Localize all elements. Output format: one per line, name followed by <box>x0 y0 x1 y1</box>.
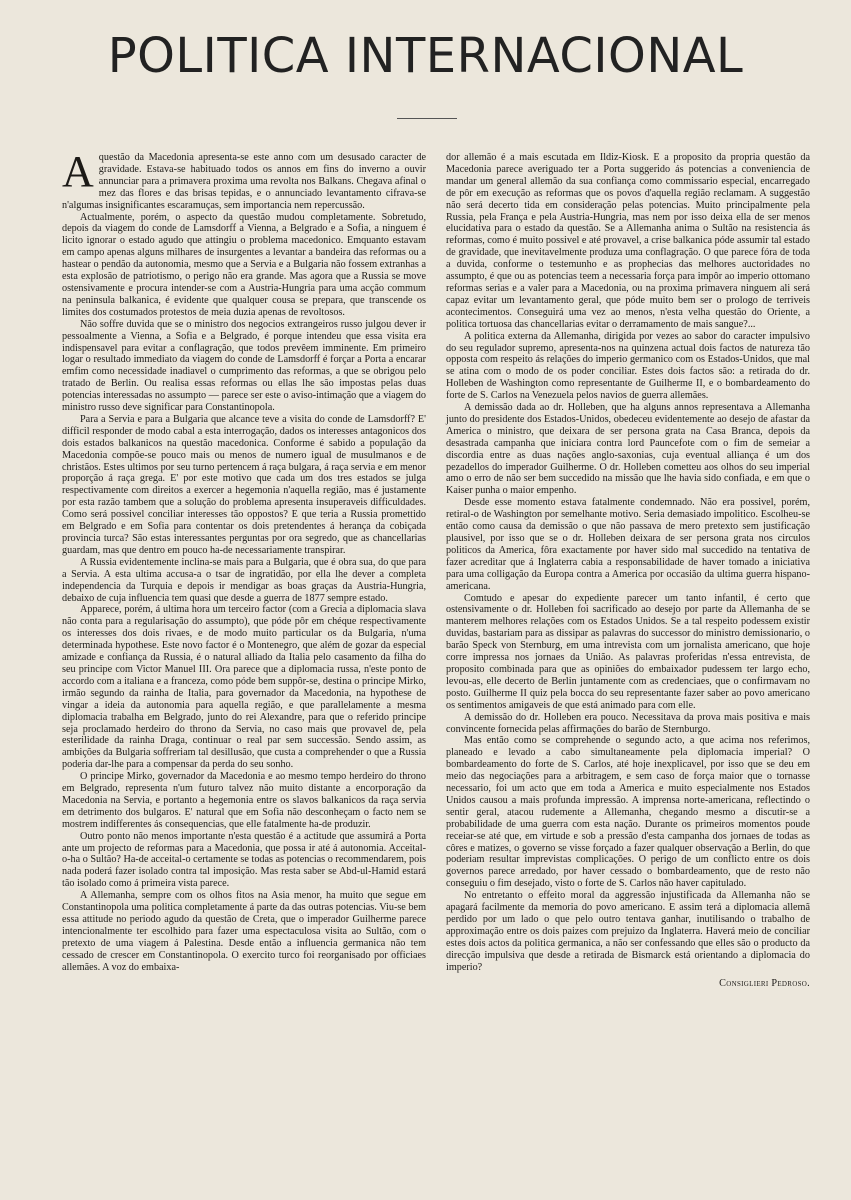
paragraph: A demissão do dr. Holleben era pouco. Necessitava da prova mais positiva e mais convincente fornecida pelas affirmações do barão de Sternburgo. <box>446 711 810 735</box>
paragraph: No entretanto o effeito moral da aggressão injustificada da Allemanha não se apagará facilmente da memoria do povo americano. E assim terá a diplomacia allemã perdido por um lado o que pelo outro tentava ganhar, inutilisando o trabalho de approximação entre os dois paizes com prejuizo da Inglaterra. Haverá meio de conciliar estes dois actos da politica germanica, a não ser confessando que elles são o producto da direcção impulsiva que desde a retirada de Bismarck está orientando a diplomacia do imperio? <box>446 890 810 973</box>
paragraph: dor allemão é a mais escutada em Ildiz-Kiosk. E a proposito da propria questão da Macedonia parece averiguado ter a Porta suggerido ás potencias a conveniencia de mandar um general allemão da sua confiança como commissario especial, encarregado de pôr em execução as reformas que os povos d'aquella região reclamam. A suggestão não será decerto tida em consideração pelas potencias. Muito principalmente pela Russia, pela França e pela Austria-Hungria, mas nem por isso deixa ella de ser menos elucidativa para o estado da questão. Se a Allemanha anima o Sultão na resistencia ás reformas, como é muito possivel e até provavel, a crise balkanica póde assumir tal estado de gravidade, que inevitavelmente produza uma conflagração. O que parece fóra de toda a duvida, conforme o testemunho e as prophecias das melhores auctoridades no assumpto, é que ou as potencias teem a necessaria força para impôr ao imperio ottomano reformas serias e a valer para a Macedonia, ou na proxima primavera ninguem ali será capaz evitar um levantamento geral, que póde muito bem ser o prologo de terriveis acontecimentos. Conseguirá uma vez ao menos, n'esta velha questão do Oriente, a politica tortuosa das chancellarias evitar o derramamento de mais sangue?... <box>446 152 810 330</box>
page-title: POLITICA INTERNACIONAL <box>107 28 744 84</box>
paragraph: A Allemanha, sempre com os olhos fitos na Asia menor, ha muito que segue em Constantinopola uma politica completamente á parte da das outras potencias. Viu-se bem essa attitude no periodo agudo da questão de Creta, que o imperador Guilherme parece intencionalmente ter escolhido para fazer uma espectaculosa visita ao Sultão, com o pretexto de uma viagem á Palestina. Desde então a influencia germanica não tem cessado de crescer em Constantinopola. O exercito turco foi reorganisado por officiaes allemães. A voz do embaixa- <box>62 890 426 973</box>
paragraph: A politica externa da Allemanha, dirigida por vezes ao sabor do caracter impulsivo do seu regulador supremo, apresenta-nos na quinzena actual dois factos de natureza tão opposta com respeito ás relações do imperio germanico com os Estados-Unidos, que mal se atina com o modo de os poder conciliar. Estes dois factos são: a retirada do dr. Holleben de Washington como representante de Guilherme II, e o bombardeamento do forte de S. Carlos na Venezuela pelos navios de guerra allemães. <box>446 330 810 402</box>
paragraph: Outro ponto não menos importante n'esta questão é a actitude que assumirá a Porta ante um projecto de reformas para a Macedonia, que possa ir até á autonomia. Acceital-o-ha o Sultão? Ha-de acceital-o certamente se todas as potencias o recommendarem, pois nada poderá fazer isolado contra tal imposição. Mas resta saber se Abd-ul-Hamid estará tão isolado como á primeira vista parece. <box>62 830 426 890</box>
right-column <box>446 152 810 989</box>
paragraph: O principe Mirko, governador da Macedonia e ao mesmo tempo herdeiro do throno em Belgrado, representa n'um futuro talvez não muito distante a encorporação da Macedonia na Servia, e portanto a hegemonia entre os slavos balkanicos da raça servia em detrimento dos bulgaros. E' natural que em Sofia não desconheçam o facto nem se mostrem indifferentes ás consequencias, que elle fatalmente ha-de produzir. <box>62 771 426 830</box>
paragraph: Comtudo e apesar do expediente parecer um tanto infantil, é certo que ostensivamente o dr. Holleben foi sacrificado ao desejo por parte da Allemanha de se manterem melhores relações com os Estados Unidos. Se a tal respeito podessem existir duvidas, bastariam para as dissipar as palavras do successor do ministro demissionario, o barão Speck von Sternburg, em uma intrevista com um jornalista americano, que hoje corre impressa nos jornaes da União. As palavras proferidas n'essa entrevista, de proposito combinada para que as opiniões do embaixador pudessem ter largo echo, levou-as, elle decerto de Berlin juntamente com as credenciaes, que o confirmavam no posto. Guilherme II quiz pela bocca do seu representante fazer saber ao povo americano os sentimentos amigaveis de que está animado para com elle. <box>446 592 810 711</box>
paragraph: Não soffre duvida que se o ministro dos negocios extrangeiros russo julgou dever ir pessoalmente a Vienna, a Sofia e a Belgrado, é porque intendeu que essa visita era indispensavel para evitar a conflagração, que todos prevêem imminente. Em primeiro logar o resultado immediato da viagem do conde de Lamsdorff é forçar a Porta a encarar emfim como necessidade inadiavel o cumprimento das reformas, a que se obrigou pelo tratado de Berlin. Ou realisa essas reformas ou ellas lhe são impostas pelas duas potencias interessadas no assumpto — parece ser este o aviso-intimação que a viagem do ministro russo deve significar para Constantinopola. <box>62 318 426 414</box>
paragraph <box>62 147 426 212</box>
paragraph: Desde esse momento estava fatalmente condemnado. Não era possivel, porém, retiral-o de Washington por semelhante motivo. Seria demasiado impolitico. Escolheu-se então como causa da demissão o que não passava de mero pretexto sem justificação plausivel, por isso que se o dr. Holleben deixara de ser persona grata nos circulos politicos da America, fôra exactamente por haver sido mal succedido na tentativa de fazer acreditar que á Inglaterra cabia a responsabilidade de haver tomado a iniciativa para uma colligação da Europa contra a America por occasião da ultima guerra hispano-americana. <box>446 497 810 592</box>
paragraph: Para a Servia e para a Bulgaria que alcance teve a visita do conde de Lamsdorff? E' difficil responder de modo cabal a esta interrogação, dados os interesses antagonicos dos dois estados balkanicos na questão macedonica. Conforme é sabido a população da Macedonia compõe-se pouco mais ou menos de numero igual de musulmanos e de christãos. Estes ultimos por seu turno pertencem á raça bulgara, á raça servia e em menor proporção á raça grega. E' por este motivo que cada um dos tres estados se julga respectivamente com direitos a exercer a hegemonia n'aquella região, mas é justamente por esta razão tambem que a solução do problema apresenta insuperaveis difficuldades. Como será possivel conciliar interesses tão oppostos? E que teria a Russia promettido em Belgrado e em Sofia para contentar os dois pretendentes á herança da cobiçada provincia turca? São estas interessantes perguntas por ora segredo, que as chancellarias guardam, mas que dentro em pouco ha-de necessariamente transpirar. <box>62 413 426 556</box>
left-column <box>62 147 426 974</box>
drop-cap: A <box>62 147 94 196</box>
paragraph: A Russia evidentemente inclina-se mais para a Bulgaria, que é obra sua, do que para a Servia. A esta ultima accusa-a o tsar de ingratidão, por ella lhe dever a completa independencia da Turquia e depois ir mendigar as boas graças da Austria-Hungria, debaixo de cuja influencia tem quasi que desde a guerra de 1877 sempre estado. <box>62 556 426 604</box>
paragraph-text: questão da Macedonia apresenta-se este anno com um desusado caracter de gravidade. Estava-se habituado todos os annos em fins do inverno a ouvir annunciar para a primavera proxima uma revolta nos Balkans. Chegava afinal o mez das flores e das brisas tepidas, e o annunciado levantamento cifrava-se n'algumas insignificantes escaramuças, sem importancia nem repercussão. <box>62 152 426 211</box>
paragraph: A demissão dada ao dr. Holleben, que ha alguns annos representava a Allemanha junto do presidente dos Estados-Unidos, obedeceu evidentemente ao desejo de afastar da America o ministro, que deixara de ser persona grata na Casa Branca, depois da desastrada campanha que iniciara contra lord Pauncefote com o fim de semeiar a discordia entre as duas nações anglo-saxonias, cuja eventual alliança é um dos pezadellos do imperador Guilherme. O dr. Holleben cometteu aos olhos do seu imperial amo o erro de não ser bem succedido na missão que lhe havia sido confiada, e em que o Kaiser punha o maior empenho. <box>446 402 810 497</box>
paragraph: Apparece, porém, á ultima hora um terceiro factor (com a Grecia a diplomacia slava não conta para a regularisação do assumpto), que póde pôr em chéque respectivamente os interesses dos dois rivaes, e de modo muito particular os da Bulgaria, n'uma determinada hypothese. Este novo factor é o Montenegro, que além de gozar da especial amizade e confiança da Russia, é o natural alliado da Italia pelo casamento da filha do seu principe com Victor Manuel III. Ora parece que a diplomacia russa, n'este ponto de accordo com a italiana e a franceza, como póde bem suppôr-se, destina o principe Mirko, irmão segundo da rainha de Italia, para governador da Macedonia, na hypothese de vingar a ideia da autonomia para aquella região, e que parallelamente a mesma diplomacia trabalha em Belgrado, junto do rei Alexandre, para que o referido principe seja proclamado herdeiro do throno da Servia, no caso mais que provavel de, pela esterilidade da rainha Draga, continuar o real par sem successão. Sendo assim, as ambições da Bulgaria soffreriam tal desillusão, que custa a comprehender o que a Russia poderia dar-lhe para a compensar da perda do seu sonho. <box>62 604 426 771</box>
paragraph: Mas então como se comprehende o segundo acto, a que acima nos referimos, planeado e levado a cabo simultaneamente pela diplomacia imperial? O bombardeamento do forte de S. Carlos, até hoje inexplicavel, por isso que se deu em meio das negociações para a arbitragem, e sem caso de força maior que o tornasse necessario, foi um acto que em toda a America e muito especialmente nos Estados Unidos causou a mais profunda impressão. A imprensa norte-americana, reflectindo o sentir geral, atacou rudemente a Allemanha, chegando mesmo a discutir-se a probabilidade de uma guerra com esta nação. Durante os primeiros momentos poude receiar-se até que, em virtude e sob a pressão d'esta campanha dos jornaes de todas as côres e matizes, o governo se visse forçado a fazer qualquer observação a Berlin, do que poderiam resultar imprevistas complicações. O perigo de um conflicto entre os dois governos parece arredado, por haver cessado o bombardeamento, que de resto não conseguiu o fim desejado, visto o forte de S. Carlos não haver capitulado. <box>446 735 810 890</box>
title-divider <box>397 118 457 119</box>
paragraph: Actualmente, porém, o aspecto da questão mudou completamente. Sobretudo, depois da viagem do conde de Lamsdorff a Vienna, a Belgrado e a Sofia, a ninguem é licito ignorar o estado agudo que attingiu o problema macedonico. Emquanto estavam em campo apenas alguns milhares de insurgentes a levantar a bandeira das reformas ou a hastear o pendão da autonomia, mesmo que a Servia e a Bulgaria não fossem extranhas a esta explosão de patriotismo, o perigo não era grande. Mas agora que a Russia se move ostensivamente e procura intender-se com a Austria-Hungria para uma acção commum na peninsula balkanica, é evidente que qualquer cousa se prepara, que transcende os limites dos costumados protestos de meia duzia apenas de revoltosos. <box>62 211 426 318</box>
author-signature: Consiglieri Pedroso. <box>719 977 810 989</box>
